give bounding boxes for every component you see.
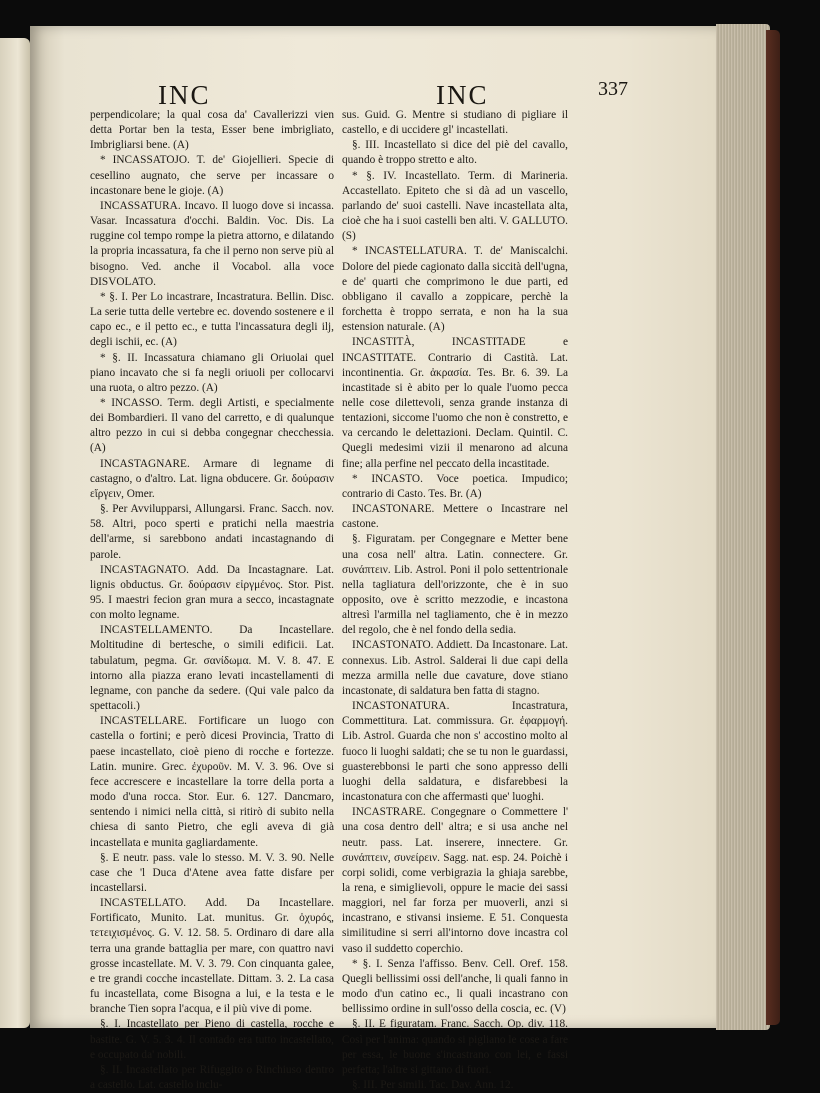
entry-paragraph: * §. II. Incassatura chiamano gli Oriuolai quel piano incavato che si fa negli oriuoli per collocarvi una ruota, o altro pezzo. (A) [90,351,334,394]
page-number: 337 [598,78,628,100]
entry-paragraph: INCASTONATO. Addiett. Da Incastonare. Lat. connexus. Lib. Astrol. Salderai li due capi della mezza armilla nelle due cavature, dove stiano incastonate, di saldatura ben fatta di stagno. [342,639,568,697]
entry-paragraph: INCASTELLATO. Add. Da Incastellare. Fortificato, Munito. Lat. munitus. Gr. ὀχυρός, τετειχισμένος. G. V. 12. 58. 5. Ordinaro di dare alla terra una grande battaglia per mare, con quattro navi grosse incastellate. M. V. 3. 79. Con cinquanta galee, e tre grandi cocche incastellate. Dittam. 3. 2. La casa fu incastellata, come Bisogna a lui, e la testa e le branche Tien sopra l'acqua, e il più vive di pome. [90,897,334,1016]
running-head-right: INC [436,80,489,110]
entry-paragraph: INCASTELLARE. Fortificare un luogo con castella o fortini; e però dicesi Provincia, Tratto di paese incastellato, cioè pieno di rocche e fortezze. Latin. munire. Grec. ἐχυροῦν. M. V. 3. 96. Ove si fece accrescere e incastellare la torre della porta a modo d'una rocca. Stor. Eur. 6. 127. Dancmaro, sentendo i nimici nella città, si ritirò di subito nella chiesa di santo Pietro, che egli aveva di già incastellata e munita gagliardamente. [90,715,334,849]
entry-paragraph: INCASTELLAMENTO. Da Incastellare. Moltitudine di bertesche, o simili edificii. Lat. tabulatum, pegma. Gr. σανίδωμα. M. V. 8. 47. E intorno alla piazza erano levati incastellamenti di legname, con panche da sedere. (Qui vale palco da spettacoli.) [90,624,334,713]
page-header [0,74,820,108]
entry-paragraph: * §. IV. Incastellato. Term. di Marineria. Accastellato. Epiteto che si dà ad un vascello, parlando de' suoi castelli. Nave incastellata alta, cioè che ha i suoi castelli ben alti. V. GALLUTO. (S) [342,169,568,243]
entry-paragraph: * INCASSATOJO. T. de' Giojellieri. Specie di cesellino augnato, che serve per incassare o incastonare bene le gioje. (A) [90,154,334,197]
entry-paragraph: sus. Guid. G. Mentre si studiano di pigliare il castello, e di uccidere gl' incastellati. [342,109,568,137]
entry-paragraph: * §. I. Per Lo incastrare, Incastratura. Bellin. Disc. La serie tutta delle vertebre ec. dovendo sostenere e il capo ec., e il petto ec., e tutta l'incassatura degli ilj, degli ischii, ec. (A) [90,290,334,349]
page-edges [716,24,770,1030]
entry-paragraph: §. I. Incastellato per Pieno di castella, rocche e bastite. G. V. 5. 3. 4. Il contado era tutto incastellato, e occupato da' nobili. [90,1018,334,1061]
right-column [342,108,568,1091]
entry-paragraph: * INCASSO. Term. degli Artisti, e specialmente dei Bombardieri. Il vano del carretto, e di qualunque altro pezzo in cui si debba congegnar checchessia. (A) [90,396,334,455]
entry-paragraph: §. Figuratam. per Congegnare e Metter bene una cosa nell' altra. Latin. connectere. Gr. συνάπτειν. Lib. Astrol. Poni il polo settentrionale nella tagliatura dell'orizzonte, che è in suo opposito, ove è scritto mezzodie, e incastona altresì l'armilla nel tagliamento, che è in mezzo del regolo, che è nel fondo della sedia. [342,533,568,637]
entry-paragraph: §. III. Per simili. Tac. Dav. Ann. 12. [352,1079,514,1091]
running-head-left: INC [158,80,211,110]
left-column [90,108,334,1091]
entry-paragraph: INCASTONARE. Mettere o Incastrare nel castone. [342,503,568,531]
entry-paragraph: §. II. E figuratam. Franc. Sacch. Op. div. 118. Così per l'anima: quando si pigliano le cose a fare per essa, le buone s'incastrano con lei, e fassi perfetta; l'altre si gittano di fuori. [342,1018,568,1076]
entry-paragraph: §. II. Incastellato per Rifuggito o Rinchiuso dentro a castello. Lat. castello inclu- [90,1063,334,1091]
entry-paragraph: * §. I. Senza l'affisso. Benv. Cell. Oref. 158. Quegli bellissimi ossi dell'anche, li quali fanno in modo d'un catino ec., li quali incastrano con bellissimo ordine in sull'osso della coscia, ec. (V) [342,957,568,1016]
entry-paragraph: perpendicolare; la qual cosa da' Cavallerizzi vien detta Portar ben la testa, Esser bene imbrigliato, Imbrigliarsi bene. (A) [90,109,334,152]
left-page-edge [0,38,30,1028]
entry-paragraph: INCASTAGNATO. Add. Da Incastagnare. Lat. lignis obductus. Gr. δούρασιν εἰργμένος. Stor. Pist. 95. I maestri fecion gran mura a secco, incastagnate con molto legname. [90,563,334,622]
book-cover [766,30,780,1025]
entry-paragraph: INCASTONATURA. Incastratura, Commettitura. Lat. commissura. Gr. ἐφαρμογή. Lib. Astrol. Guarda che non s' accostino molto al fuoco li luoghi saldati; che se tu non le guardassi, guasterebbonsi le parti che sono appresso delli luoghi della saldatura, e disfarebbesi la incastonatura con che affermasti que' luoghi. [342,700,568,804]
entry-paragraph: * INCASTO. Voce poetica. Impudico; contrario di Casto. Tes. Br. (A) [342,472,568,500]
entry-paragraph: * INCASTELLATURA. T. de' Maniscalchi. Dolore del piede cagionato dalla siccità dell'ugna, e de' quarti che comprimono le due parti, ed obbligano il cavallo a zoppicare, perchè la forchetta è troppo serrata, e non ha la sua estension naturale. (A) [342,245,568,334]
entry-paragraph: §. E neutr. pass. vale lo stesso. M. V. 3. 90. Nelle case che 'l Duca d'Atene avea fatte disfare per incastellarsi. [90,851,334,894]
entry-paragraph: INCASTITÀ, INCASTITADE e INCASTITATE. Contrario di Castità. Lat. incontinentia. Gr. ἀκρασία. Tes. Br. 6. 39. La incastitade si è abito per lo quale l'uomo pecca nelle cose dilettevoli, senza grande instanza di tentazioni, siccome l'uomo che non è constretto, e va cercando le delettazioni. Declam. Quintil. C. Quegli medesimi vizii il menarono ad alcuna fine; alla perfine nel peccato della incastitade. [342,336,568,470]
entry-paragraph: §. Per Avvilupparsi, Allungarsi. Franc. Sacch. nov. 58. Altri, poco sperti e pratichi nella maestria dell'arme, si sarebbono andati incastagnando di parole. [90,503,334,561]
entry-paragraph: INCASSATURA. Incavo. Il luogo dove si incassa. Vasar. Incassatura d'occhi. Baldin. Voc. Dis. La ruggine col tempo rompe la pietra attorno, e dilatando la propria incassatura, fa che il perno non serve più al bisogno. Ved. anche il Vocabol. alla voce DISVOLATO. [90,199,334,288]
entry-paragraph: §. III. Incastellato si dice del piè del cavallo, quando è troppo stretto e alto. [342,139,568,167]
entry-paragraph: INCASTRARE. Congegnare o Commettere l' una cosa dentro dell' altra; e si usa anche nel neutr. pass. Lat. inserere, innectere. Gr. συνάπτειν, συνείρειν. Sagg. nat. esp. 24. Poichè i corpi solidi, come verbigrazia la ghiaja sarebbe, la rena, e simiglievoli, oppure le macie dei sassi maggiori, nel far forza per muoverli, anzi si incastrano, e stivansi insieme. E 51. Conquesta similitudine si serri all'intorno dove incastra col vaso il suddetto coperchio. [342,806,568,955]
entry-paragraph: INCASTAGNARE. Armare di legname di castagno, o d'altro. Lat. ligna obducere. Gr. δούρασιν εἴργειν, Omer. [90,457,334,500]
